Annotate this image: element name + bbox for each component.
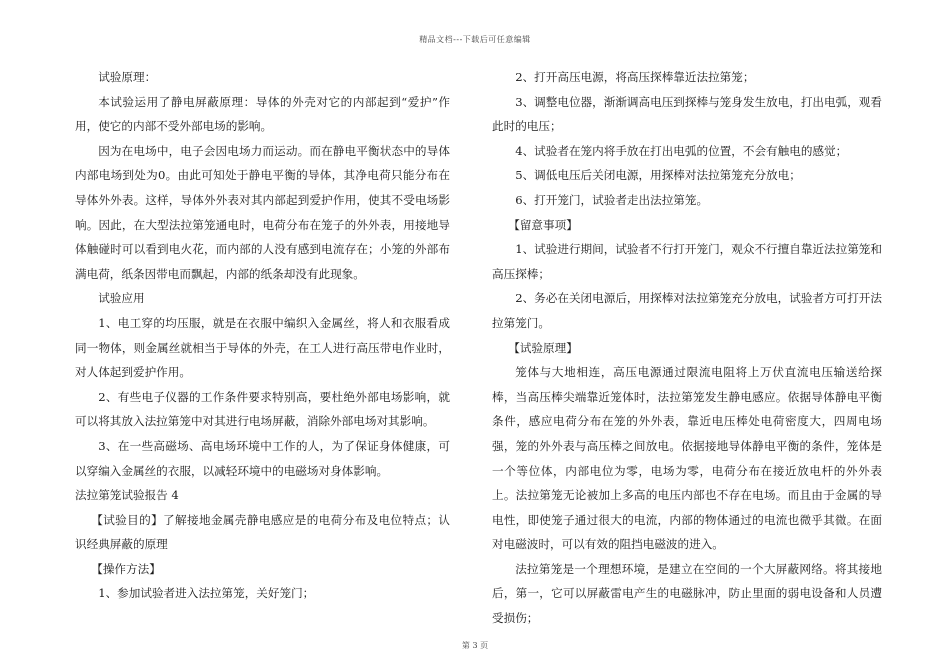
page-header: 精品文档---下载后可任意编辑	[419, 35, 531, 44]
list-item: 3、调整电位器，渐渐调高电压到探棒与笼身发生放电，打出电弧，观看此时的电压；	[492, 94, 882, 134]
list-item: 2、打开高压电源，将高压探棒靠近法拉第笼；	[515, 70, 755, 84]
list-item: 4、试验者在笼内将手放在打出电弧的位置，不会有触电的感觉；	[515, 143, 848, 158]
paragraph: 因为在电场中，电子会因电场力而运动。而在静电平衡状态中的导体内部电场到处为0。由此可知处于静电平衡的导体，其净电荷只能分布在导体外外表。这样，导体外外表对其内部起到爱护作用，使其不受电场影响。因此，在大型法拉第笼通电时，电荷分布在笼子的外外表，用接地导体触碰时可以看到电火花，而内部的人没有感到电流存在；小笼的外部布满电荷，纸条因带电而飘起，内部的纸条却没有此现象。	[75, 143, 450, 281]
list-item: 2、务必在关闭电源后，用探棒对法拉第笼充分放电，试验者方可打开法拉第笼门。	[492, 291, 882, 330]
left-column	[75, 65, 450, 606]
section-heading-notes: 【留意事项】	[508, 217, 578, 232]
report-title: 法拉第笼试验报告 4	[75, 488, 179, 503]
experiment-objective: 【试验目的】了解接地金属壳静电感应是的电荷分布及电位特点；认识经典屏蔽的原理	[75, 512, 450, 552]
section-heading-operation: 【操作方法】	[91, 561, 161, 576]
right-column	[492, 65, 882, 631]
list-item: 1、试验进行期间，试验者不行打开笼门，观众不行擅自靠近法拉第笼和高压探棒；	[492, 242, 882, 281]
paragraph: 笼体与大地相连，高压电源通过限流电阻将上万伏直流电压输送给探棒，当高压棒尖端靠近笼体时，法拉第笼发生静电感应。依据导体静电平衡条件，感应电荷分布在笼的外外表，靠近电压棒处电荷密度大，四周电场强，笼的外外表与高压棒之间放电。依据接地导体静电平衡的条件，笼体是一个等位体，内部电位为零，电场为零，电荷分布在接近放电杆的外外表上。法拉第笼无论被加上多高的电压内部也不存在电场。而且由于金属的导电性，即使笼子通过很大的电流，内部的物体通过的电流也微乎其微。在面对电磁波时，可以有效的阻挡电磁波的进入。	[492, 365, 882, 552]
page-number: 第 3 页	[461, 641, 489, 650]
section-heading-application: 试验应用	[98, 291, 145, 306]
list-item: 2、有些电子仪器的工作条件要求特别高，要杜绝外部电场影响，就可以将其放入法拉第笼中对其进行电场屏蔽，消除外部电场对其影响。	[75, 389, 450, 429]
section-heading-principle: 试验原理：	[98, 70, 157, 84]
list-item: 1、电工穿的均压服，就是在衣服中编织入金属丝，将人和衣服看成同一物体，则金属丝就相当于导体的外壳，在工人进行高压带电作业时，对人体起到爱护作用。	[75, 315, 450, 380]
list-item: 3、在一些高磁场、高电场环境中工作的人，为了保证身体健康，可以穿编入金属丝的衣服，以减轻环境中的电磁场对身体影响。	[75, 438, 450, 478]
paragraph: 本试验运用了静电屏蔽原理：导体的外壳对它的内部起到“爱护”作用，使它的内部不受外部电场的影响。	[75, 94, 450, 134]
list-item: 5、调低电压后关闭电源，用探棒对法拉第笼充分放电；	[515, 168, 801, 183]
list-item: 6、打开笼门，试验者走出法拉第笼。	[515, 192, 709, 207]
list-item: 1、参加试验者进入法拉第笼，关好笼门；	[98, 586, 315, 601]
section-heading-principle-2: 【试验原理】	[508, 340, 578, 355]
paragraph: 法拉第笼是一个理想环境，是建立在空间的一个大屏蔽网络。将其接地后，第一，它可以屏蔽雷电产生的电磁脉冲，防止里面的弱电设备和人员遭受损伤；	[492, 561, 882, 626]
